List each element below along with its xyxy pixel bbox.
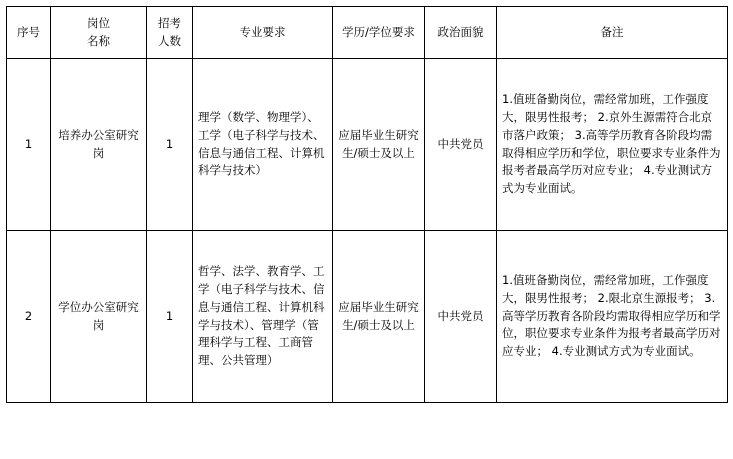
cell-degree: 应届毕业生研究生/硕士及以上 xyxy=(333,59,425,231)
header-position-name-line1: 岗位 xyxy=(87,15,110,30)
cell-remark: 1.值班备勤岗位，需经常加班，工作强度大，限男性报考； 2.京外生源需符合北京市落户政策； 3.高等学历教育各阶段均需取得相应学历和学位，职位要求专业条件为报考者最高学历对应专业； 4.专业测试方式为专业面试。 xyxy=(497,59,728,231)
cell-politics: 中共党员 xyxy=(425,231,497,403)
cell-position-name: 培养办公室研究岗 xyxy=(51,59,147,231)
table-row xyxy=(7,231,728,403)
cell-major: 理学（数学、物理学）、工学（电子科学与技术、信息与通信工程、计算机科学与技术） xyxy=(193,59,333,231)
header-politics: 政治面貌 xyxy=(425,7,497,59)
cell-seq: 1 xyxy=(7,59,51,231)
cell-recruit-count: 1 xyxy=(147,231,193,403)
cell-position-name: 学位办公室研究岗 xyxy=(51,231,147,403)
header-recruit-count-line2: 人数 xyxy=(158,33,181,48)
job-positions-table xyxy=(6,6,728,403)
cell-degree: 应届毕业生研究生/硕士及以上 xyxy=(333,231,425,403)
header-major: 专业要求 xyxy=(193,7,333,59)
cell-recruit-count: 1 xyxy=(147,59,193,231)
header-row xyxy=(7,7,728,59)
header-recruit-count xyxy=(147,7,193,59)
document-page xyxy=(0,6,733,459)
cell-seq: 2 xyxy=(7,231,51,403)
cell-politics: 中共党员 xyxy=(425,59,497,231)
header-degree: 学历/学位要求 xyxy=(333,7,425,59)
table-header xyxy=(7,7,728,59)
header-remark: 备注 xyxy=(497,7,728,59)
header-recruit-count-line1: 招考 xyxy=(158,15,181,30)
header-position-name-line2: 名称 xyxy=(87,33,110,48)
header-seq: 序号 xyxy=(7,7,51,59)
table-body xyxy=(7,59,728,403)
header-position-name xyxy=(51,7,147,59)
table-row xyxy=(7,59,728,231)
cell-major: 哲学、法学、教育学、工学（电子科学与技术、信息与通信工程、计算机科学与技术）、管理学（管理科学与工程、工商管理、公共管理） xyxy=(193,231,333,403)
cell-remark: 1.值班备勤岗位，需经常加班，工作强度大，限男性报考； 2.限北京生源报考； 3.高等学历教育各阶段均需取得相应学历和学位，职位要求专业条件为报考者最高学历对应专业； 4.专业测试方式为专业面试。 xyxy=(497,231,728,403)
